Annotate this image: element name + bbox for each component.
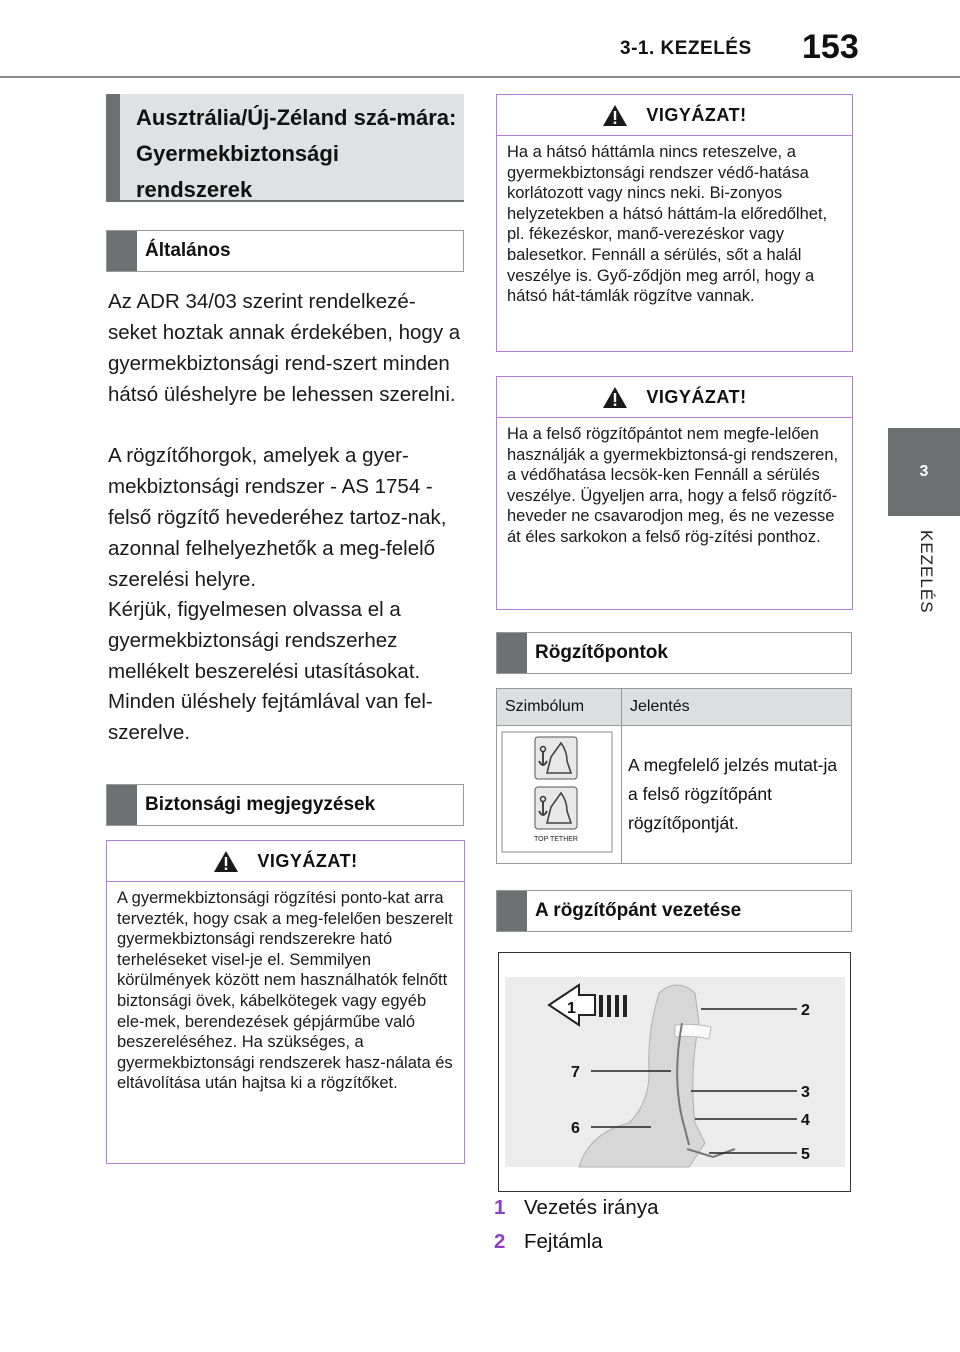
paragraph-1: Az ADR 34/03 szerint rendelkezé-seket hoztak annak érdekében, hogy a gyermekbiztonsági rend-szert minden hátsó üléshelyre be lehessen szerelni. (108, 290, 461, 406)
strap-heading (496, 890, 852, 932)
legend-number: 1 (494, 1196, 506, 1219)
warning-triangle-icon (213, 850, 239, 873)
warning-box-left (106, 840, 465, 1164)
col-symbol-header: Szimbólum (497, 689, 622, 726)
main-heading-text: Ausztrália/Új-Zéland szá-mára: Gyermekbiztonsági rendszerek (136, 105, 457, 202)
anchor-heading (496, 632, 852, 674)
paragraph-2: A rögzítőhorgok, amelyek a gyer-mekbiztonsági rendszer - AS 1754 - felső rögzítő hevederéhez tartoz-nak, azonnal felhelyezhetők a meg-felelő szerelési helyre. (108, 444, 447, 591)
warning-title: VIGYÁZAT! (646, 386, 747, 407)
strap-heading-text: A rögzítőpánt vezetése (535, 900, 742, 921)
diagram-label-7: 7 (571, 1064, 580, 1081)
warning-header (497, 377, 852, 418)
heading-bar (497, 891, 527, 931)
warning-text: A gyermekbiztonsági rögzítési ponto-kat arra tervezték, hogy csak a meg-felelően beszerelt gyermekbiztonsági rendszerekre ható terheléseket visel-je el. Semmilyen körülmények között nem használhatók felnőtt biztonsági övek, kábelkötegek vagy egyéb ele-mek, berendezések gépjárműbe való beszereléséhez. Ha szükséges, a gyermekbiztonsági rendszerek hasz-nálata és eltávolítása után hajtsa ki a rögzítőket. (117, 889, 453, 1093)
diagram-label-2: 2 (801, 1002, 810, 1019)
legend-text: Fejtámla (524, 1230, 603, 1253)
warning-header (107, 841, 464, 882)
warning-text: Ha a hátsó háttámla nincs reteszelve, a gyermekbiztonsági rendszer védő-hatása korlátozott vagy nincs neki. Bi-zonyos helyzetekben a hátsó háttám-la előredőlhet, pl. fékezéskor, manő-verezéskor vagy balesetkor. Fennáll a sérülés, sőt a halál veszélye is. Győ-ződjön meg arról, hogy a hátsó hát-támlák rögzítve vannak. (507, 143, 828, 306)
general-heading-text: Általános (145, 240, 231, 261)
warning-triangle-icon (602, 386, 628, 409)
col-meaning-header: Jelentés (622, 689, 852, 726)
legend-item-2 (494, 1230, 603, 1254)
paragraph-4: Minden üléshely fejtámlával van fel-szerelve. (108, 690, 433, 744)
diagram-label-6: 6 (571, 1120, 580, 1137)
safety-heading (106, 784, 464, 826)
heading-bar (106, 94, 120, 200)
section-title: 3-1. KEZELÉS (620, 38, 752, 59)
heading-bar (107, 231, 137, 271)
diagram-label-4: 4 (801, 1112, 810, 1129)
safety-heading-text: Biztonsági megjegyzések (145, 794, 376, 815)
symbol-table (496, 688, 852, 864)
chapter-tab-number: 3 (888, 428, 960, 516)
warning-text: Ha a felső rögzítőpántot nem megfe-lelően használják a gyermekbiztonsá-gi rendszeren, a védőhatása lecsök-ken Fennáll a sérülés veszélye. Ügyeljen arra, hogy a felső rögzítő-heveder ne csavarodjon meg, és ne vezesse át éles sarkokon a felső rög-zítési ponthoz. (507, 425, 839, 546)
seat-diagram (499, 953, 850, 1191)
warning-title: VIGYÁZAT! (646, 104, 747, 125)
main-heading (106, 94, 464, 202)
heading-bar (107, 785, 137, 825)
warning-header (497, 95, 852, 136)
symbol-meaning: A megfelelő jelzés mutat-ja a felső rögzítőpánt rögzítőpontját. (622, 726, 852, 864)
header-divider (0, 76, 960, 78)
warning-triangle-icon (602, 104, 628, 127)
anchor-heading-text: Rögzítőpontok (535, 642, 668, 663)
diagram-label-3: 3 (801, 1084, 810, 1101)
paragraph-3: Kérjük, figyelmesen olvassa el a gyermekbiztonsági rendszerhez mellékelt beszerelési utasításokat. (108, 598, 421, 683)
top-tether-label: TOP TETHER (534, 836, 578, 843)
warning-box-right-2 (496, 376, 853, 610)
warning-box-right-1 (496, 94, 853, 352)
warning-title: VIGYÁZAT! (257, 850, 358, 871)
child-seat-anchor-icons (501, 731, 613, 853)
diagram-label-1: 1 (567, 1000, 576, 1017)
page-number: 153 (802, 28, 859, 66)
legend-item-1 (494, 1196, 658, 1220)
tether-routing-diagram (498, 952, 851, 1192)
general-heading (106, 230, 464, 272)
chapter-tab-label: KEZELÉS (917, 530, 936, 614)
legend-number: 2 (494, 1230, 506, 1253)
heading-bar (497, 633, 527, 673)
symbol-cell (497, 726, 622, 864)
legend-text: Vezetés iránya (524, 1196, 659, 1219)
diagram-label-5: 5 (801, 1146, 810, 1163)
